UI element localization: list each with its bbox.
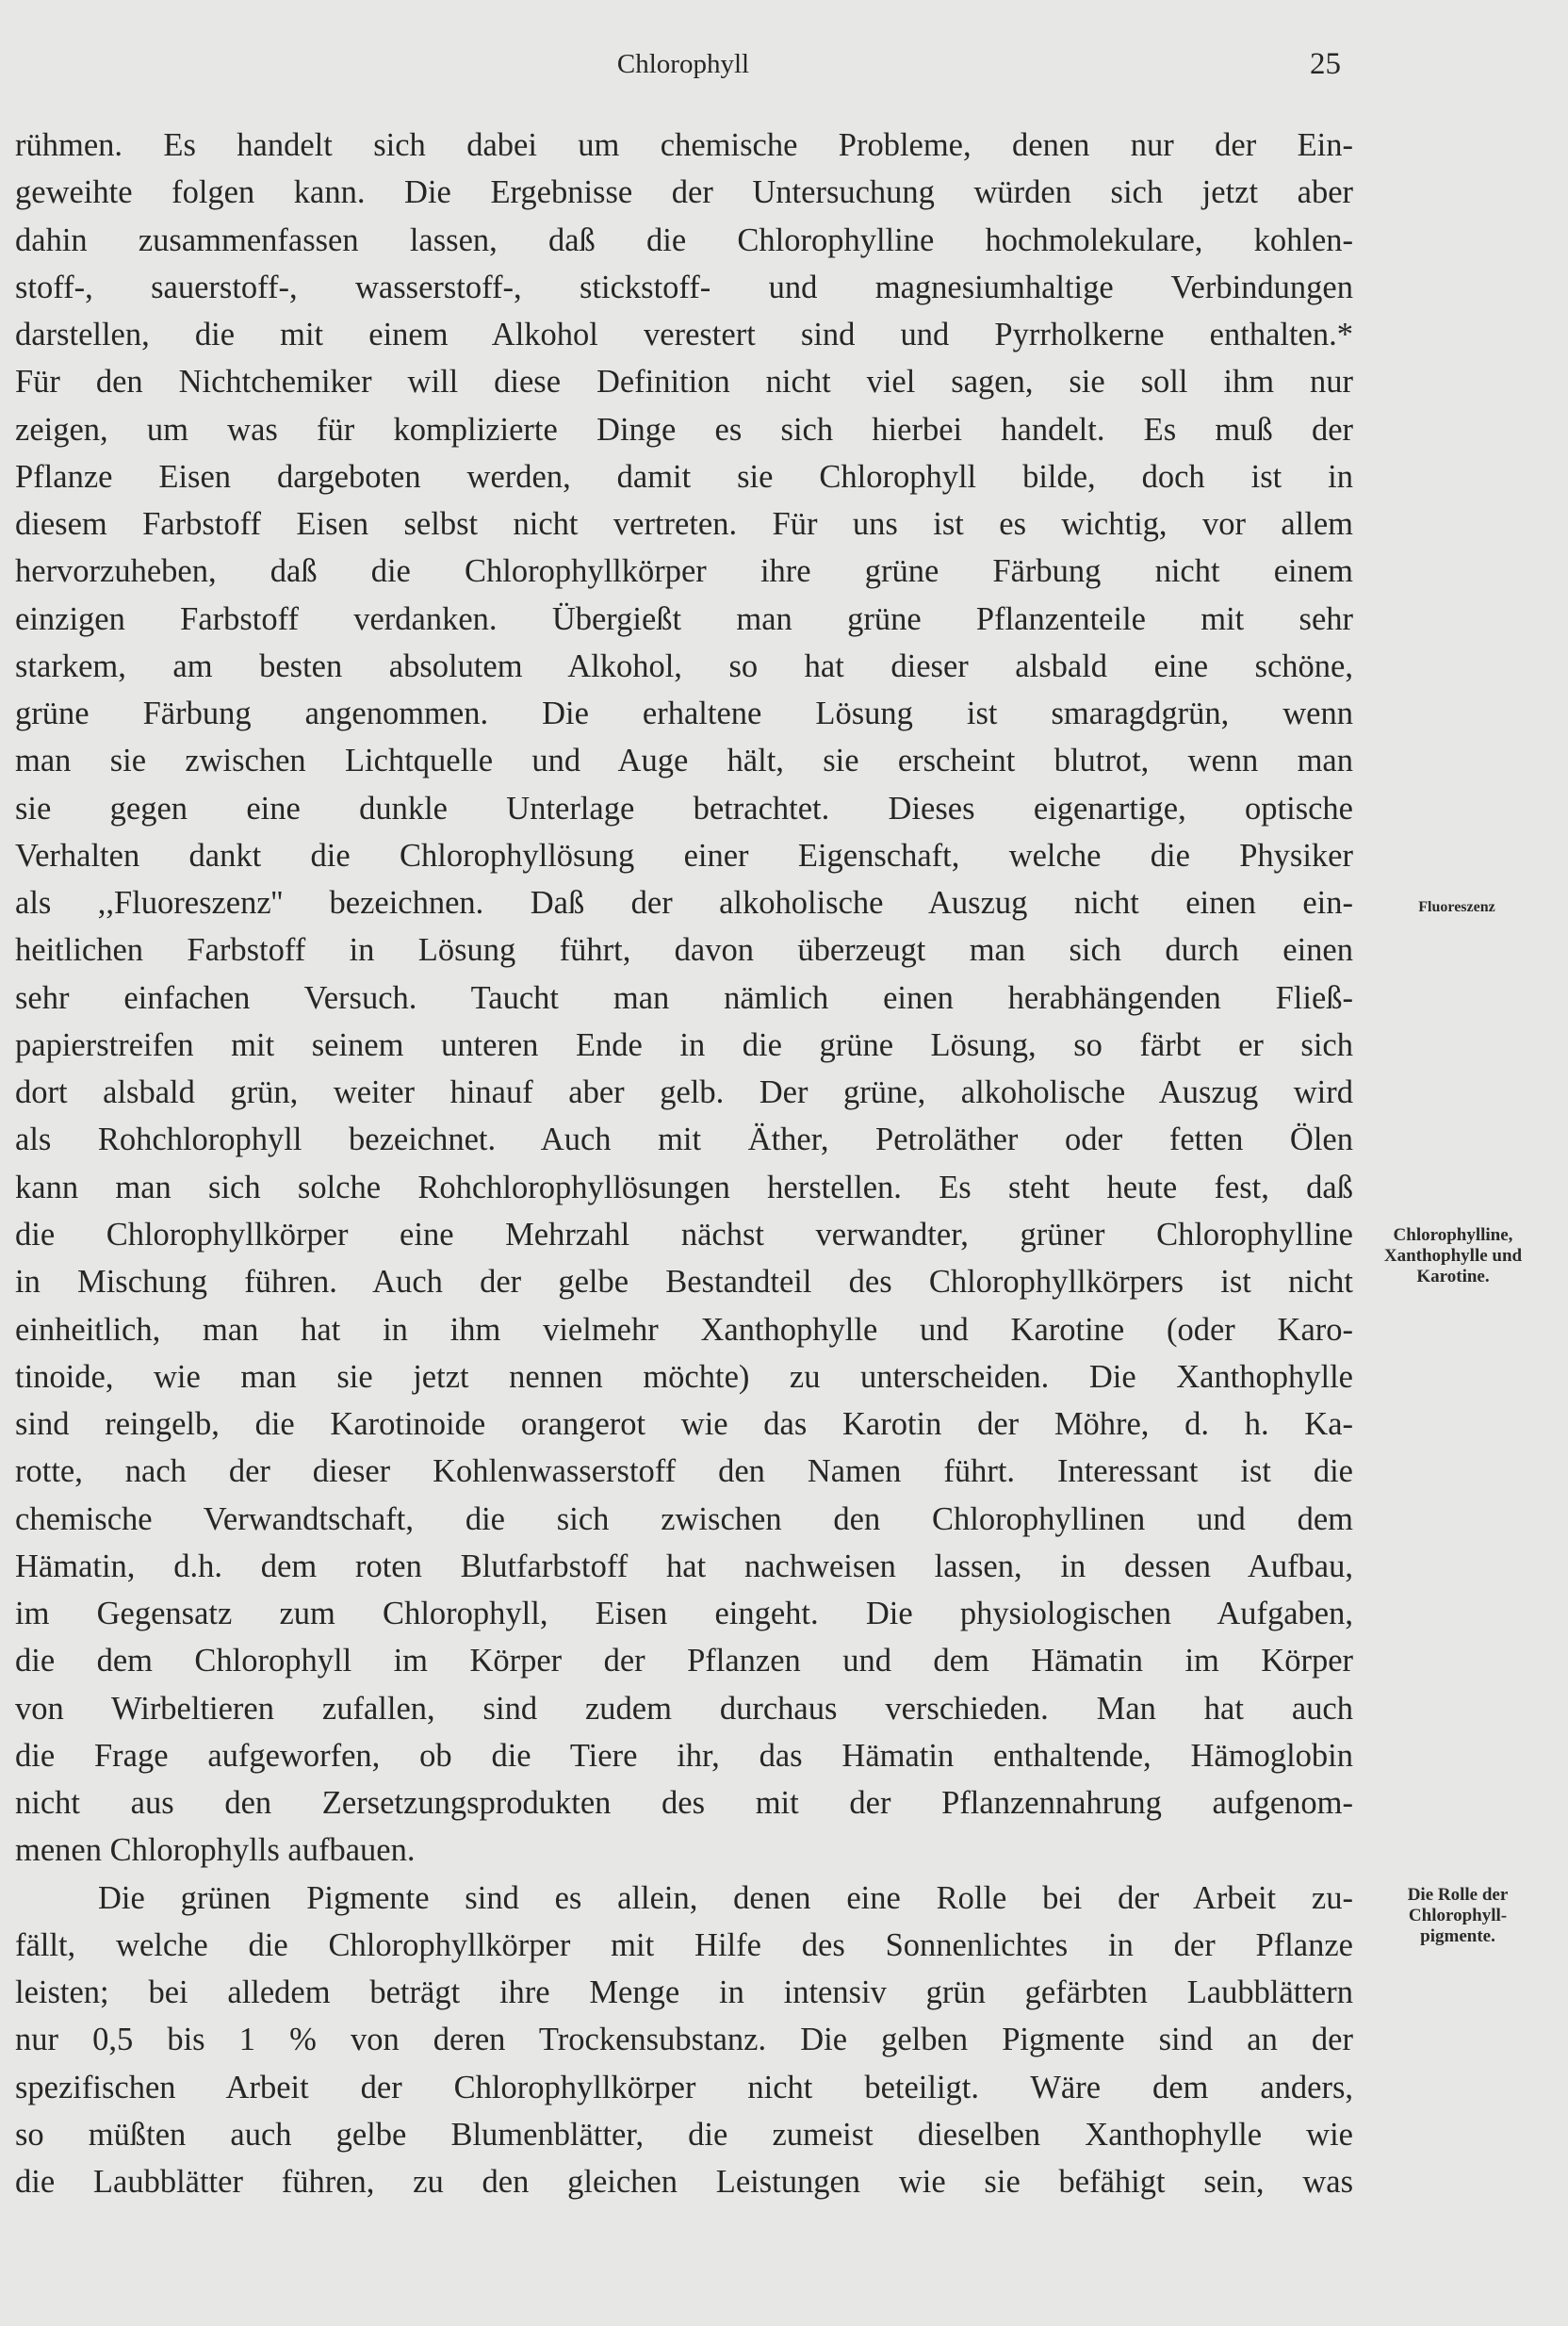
text-line: [15, 2111, 1353, 2158]
text-line: [15, 1732, 1353, 1779]
running-title: Chlorophyll: [616, 49, 750, 79]
text-line-content: sie gegen eine dunkle Unterlage betrachtet. Dieses eigenartige, optische: [15, 790, 1353, 827]
text-line-content: fällt, welche die Chlorophyllkörper mit Hilfe des Sonnenlichtes in der Pflanze: [15, 1926, 1353, 1963]
text-line: [15, 1922, 1353, 1969]
margin-note-fluoreszenz: Fluoreszenz: [1418, 899, 1495, 915]
text-line-content: heitlichen Farbstoff in Lösung führt, davon überzeugt man sich durch einen: [15, 932, 1353, 969]
text-line: [15, 1306, 1353, 1353]
text-line-content: sind reingelb, die Karotinoide orangerot wie das Karotin der Möhre, d. h. Ka-: [15, 1406, 1353, 1443]
text-line: [15, 1543, 1353, 1590]
text-line: [15, 1637, 1353, 1684]
text-line: [15, 1496, 1353, 1543]
text-line: [15, 975, 1353, 1022]
text-line-content: die Chlorophyllkörper eine Mehrzahl nächst verwandter, grüner Chlorophylline: [15, 1216, 1353, 1253]
text-line-content: spezifischen Arbeit der Chlorophyllkörper nicht beteiligt. Wäre dem anders,: [15, 2069, 1353, 2105]
text-line: [15, 1022, 1353, 1069]
text-line: [15, 217, 1353, 264]
text-line: [15, 1401, 1353, 1448]
text-line-content: die Laubblätter führen, zu den gleichen Leistungen wie sie befähigt sein, was: [15, 2164, 1353, 2201]
text-line: [15, 264, 1353, 311]
text-line-content: von Wirbeltieren zufallen, sind zudem durchaus verschieden. Man hat auch: [15, 1690, 1353, 1727]
text-line-content: stoff-, sauerstoff-, wasserstoff-, stickstoff- und magnesiumhaltige Verbindungen: [15, 269, 1353, 305]
text-line-content: nur 0,5 bis 1 % von deren Trockensubstanz. Die gelben Pigmente sind an der: [15, 2022, 1353, 2058]
text-line: [15, 311, 1353, 358]
text-line-content: einzigen Farbstoff verdanken. Übergießt man grüne Pflanzenteile mit sehr: [15, 600, 1353, 637]
text-line: [15, 2158, 1353, 2205]
text-line: [15, 548, 1353, 595]
text-line: [15, 453, 1353, 500]
text-line-content: darstellen, die mit einem Alkohol verestert sind und Pyrrholkerne enthalten.*: [15, 317, 1353, 353]
text-line-content: die Frage aufgeworfen, ob die Tiere ihr, das Hämatin enthaltende, Hämoglobin: [15, 1737, 1353, 1774]
text-line-content: hervorzuheben, daß die Chlorophyllkörper ihre grüne Färbung nicht einem: [15, 553, 1353, 590]
text-line-content: papierstreifen mit seinem unteren Ende in die grüne Lösung, so färbt er sich: [15, 1026, 1353, 1063]
text-line: [15, 1448, 1353, 1495]
text-line-content: als ,,Fluoreszenz'' bezeichnen. Daß der alkoholische Auszug nicht einen ein-: [15, 885, 1353, 922]
text-line: [15, 1258, 1353, 1305]
text-line-content: dahin zusammenfassen lassen, daß die Chlorophylline hochmolekulare, kohlen-: [15, 221, 1353, 258]
text-line: [15, 169, 1353, 216]
text-line: [15, 1826, 1353, 1874]
text-line-content: starkem, am besten absolutem Alkohol, so hat dieser alsbald eine schöne,: [15, 647, 1353, 684]
text-line: [15, 690, 1353, 737]
text-line-content: Die grünen Pigmente sind es allein, denen eine Rolle bei der Arbeit zu-: [98, 1879, 1353, 1916]
text-line-content: zeigen, um was für komplizierte Dinge es sich hierbei handelt. Es muß der: [15, 411, 1353, 448]
text-line-content: Hämatin, d.h. dem roten Blutfarbstoff hat nachweisen lassen, in dessen Aufbau,: [15, 1548, 1353, 1584]
text-line-content: die dem Chlorophyll im Körper der Pflanzen und dem Hämatin im Körper: [15, 1643, 1353, 1679]
text-line-content: dort alsbald grün, weiter hinauf aber gelb. Der grüne, alkoholische Auszug wird: [15, 1074, 1353, 1111]
text-line: [15, 1353, 1353, 1401]
text-line-content: Verhalten dankt die Chlorophyllösung einer Eigenschaft, welche die Physiker: [15, 837, 1353, 874]
text-line-content: einheitlich, man hat in ihm vielmehr Xanthophylle und Karotine (oder Karo-: [15, 1311, 1353, 1348]
page-number: 25: [1310, 47, 1341, 81]
text-line: [15, 737, 1353, 784]
text-line-content: im Gegensatz zum Chlorophyll, Eisen eingeht. Die physiologischen Aufgaben,: [15, 1596, 1353, 1632]
text-line: [15, 122, 1353, 169]
text-line-content: Pflanze Eisen dargeboten werden, damit sie Chlorophyll bilde, doch ist in: [15, 458, 1353, 495]
text-line-content: kann man sich solche Rohchlorophyllösungen herstellen. Es steht heute fest, daß: [15, 1169, 1353, 1205]
text-line: [15, 358, 1353, 405]
text-line-content: tinoide, wie man sie jetzt nennen möchte) zu unterscheiden. Die Xanthophylle: [15, 1358, 1353, 1395]
text-line: [15, 1779, 1353, 1826]
text-line-content: sehr einfachen Versuch. Taucht man nämlich einen herabhängenden Fließ-: [15, 979, 1353, 1016]
text-line: [15, 1590, 1353, 1637]
text-line: [15, 926, 1353, 974]
text-line: [15, 785, 1353, 832]
text-line: [15, 2064, 1353, 2111]
text-line-content: so müßten auch gelbe Blumenblätter, die zumeist dieselben Xanthophylle wie: [15, 2116, 1353, 2153]
text-line: [15, 832, 1353, 879]
text-line-content: grüne Färbung angenommen. Die erhaltene Lösung ist smaragdgrün, wenn: [15, 696, 1353, 732]
text-line: [15, 643, 1353, 690]
margin-note-chlorophylline: Chlorophylline, Xanthophylle und Karotine.: [1383, 1225, 1523, 1286]
text-line-content: in Mischung führen. Auch der gelbe Bestandteil des Chlorophyllkörpers ist nicht: [15, 1264, 1353, 1301]
text-line: [98, 1875, 1353, 1922]
text-line: [15, 596, 1353, 643]
text-line-content: Für den Nichtchemiker will diese Definition nicht viel sagen, sie soll ihm nur: [15, 364, 1353, 401]
text-line: [15, 2016, 1353, 2063]
text-line: [15, 1969, 1353, 2016]
text-line: [15, 1069, 1353, 1116]
text-line: [15, 1211, 1353, 1258]
text-line-content: man sie zwischen Lichtquelle und Auge hält, sie erscheint blutrot, wenn man: [15, 743, 1353, 779]
text-line: [15, 1116, 1353, 1163]
text-line-content: rühmen. Es handelt sich dabei um chemische Probleme, denen nur der Ein-: [15, 127, 1353, 163]
margin-note-rolle: Die Rolle der Chlorophyll-pigmente.: [1407, 1885, 1509, 1946]
text-line-content: chemische Verwandtschaft, die sich zwischen den Chlorophyllinen und dem: [15, 1500, 1353, 1537]
text-line: [15, 406, 1353, 453]
text-line: [15, 1164, 1353, 1211]
text-line-content: rotte, nach der dieser Kohlenwasserstoff den Namen führt. Interessant ist die: [15, 1453, 1353, 1490]
text-line-content: leisten; bei alledem beträgt ihre Menge in intensiv grün gefärbten Laubblättern: [15, 1974, 1353, 2011]
text-line-content: diesem Farbstoff Eisen selbst nicht vertreten. Für uns ist es wichtig, vor allem: [15, 506, 1353, 543]
text-line: [15, 879, 1353, 926]
text-line-content: geweihte folgen kann. Die Ergebnisse der Untersuchung würden sich jetzt aber: [15, 174, 1353, 211]
text-line: [15, 500, 1353, 548]
text-line-content: als Rohchlorophyll bezeichnet. Auch mit Äther, Petroläther oder fetten Ölen: [15, 1122, 1353, 1158]
text-line-content: nicht aus den Zersetzungsprodukten des mit der Pflanzennahrung aufgenom-: [15, 1785, 1353, 1822]
text-line: [15, 1685, 1353, 1732]
text-line-content: menen Chlorophylls aufbauen.: [15, 1832, 416, 1869]
